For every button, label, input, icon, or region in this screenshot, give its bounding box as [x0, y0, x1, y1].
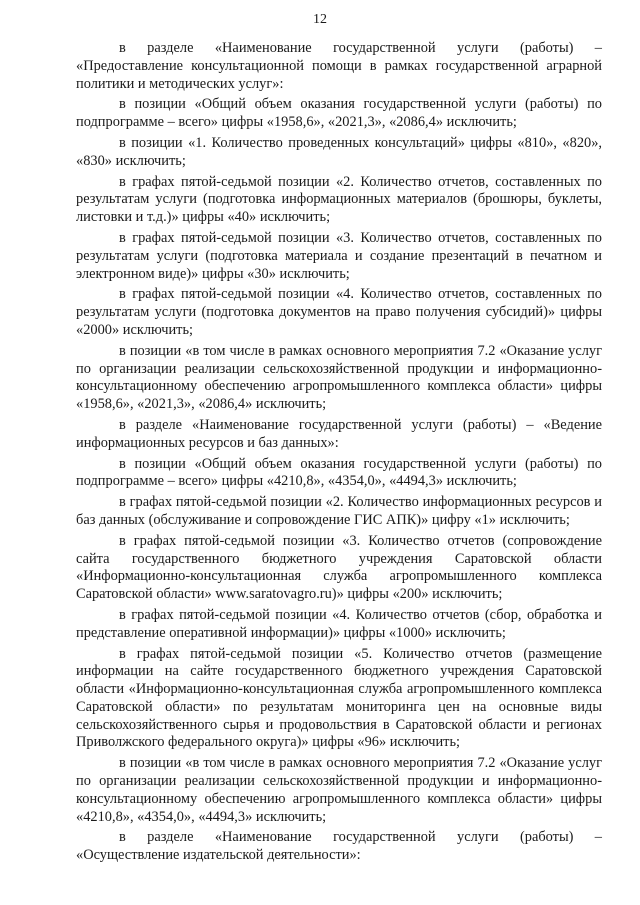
paragraph: в графах пятой-седьмой позиции «2. Количество отчетов, составленных по результатам услуги (подготовка информационных материалов (брошюры, буклеты, листовки и т.д.)» цифры «40» исключить; [76, 173, 602, 226]
paragraph: в графах пятой-седьмой позиции «4. Количество отчетов (сбор, обработка и представление оперативной информации)» цифры «1000» исключить; [76, 606, 602, 641]
paragraph: в разделе «Наименование государственной услуги (работы) – «Предоставление консультационной помощи в рамках государственной аграрной политики и методических услуг»: [76, 40, 602, 92]
page-number: 12 [313, 12, 327, 27]
paragraph: в позиции «1. Количество проведенных консультаций» цифры «810», «820», «830» исключить; [76, 134, 602, 169]
paragraph: в позиции «в том числе в рамках основного мероприятия 7.2 «Оказание услуг по организации реализации сельскохозяйственной продукции и информационно-консультационному обеспечению агропромышленного комплекса области» цифры «1958,6», «2021,3», «2086,4» исключить; [76, 342, 602, 413]
paragraph: в графах пятой-седьмой позиции «4. Количество отчетов, составленных по результатам услуги (подготовка документов на право получения субсидий)» цифры «2000» исключить; [76, 286, 602, 338]
paragraph: в графах пятой-седьмой позиции «3. Количество отчетов (сопровождение сайта государственного бюджетного учреждения Саратовской области «Информационно-консультационная служба агропромышленного комплекса Саратовской области» www.saratovagro.ru)» цифры «200» исключить; [76, 532, 602, 603]
paragraph: в разделе «Наименование государственной услуги (работы) – «Осуществление издательской деятельности»: [76, 829, 602, 864]
paragraph: в разделе «Наименование государственной услуги (работы) – «Ведение информационных ресурсов и баз данных»: [76, 416, 602, 451]
document-body [76, 40, 602, 868]
paragraph: в графах пятой-седьмой позиции «3. Количество отчетов, составленных по результатам услуги (подготовка материала и создание презентаций в печатном и электронном виде)» цифры «30» исключить; [76, 229, 602, 282]
paragraph: в позиции «Общий объем оказания государственной услуги (работы) по подпрограмме – всего» цифры «4210,8», «4354,0», «4494,3» исключить; [76, 455, 602, 490]
paragraph: в позиции «Общий объем оказания государственной услуги (работы) по подпрограмме – всего» цифры «1958,6», «2021,3», «2086,4» исключить; [76, 96, 602, 131]
paragraph: в графах пятой-седьмой позиции «5. Количество отчетов (размещение информации на сайте государственного бюджетного учреждения Саратовской области «Информационно-консультационная служба агропромышленного комплекса Саратовской области» по результатам мониторинга цен на основные виды сельскохозяйственного сырья и продовольствия в Саратовской области и регионах Приволжского федерального округа)» цифры «96» исключить; [76, 645, 602, 751]
paragraph: в позиции «в том числе в рамках основного мероприятия 7.2 «Оказание услуг по организации реализации сельскохозяйственной продукции и информационно-консультационному обеспечению агропромышленного комплекса области» цифры «4210,8», «4354,0», «4494,3» исключить; [76, 755, 602, 825]
paragraph: в графах пятой-седьмой позиции «2. Количество информационных ресурсов и баз данных (обслуживание и сопровождение ГИС АПК)» цифру «1» исключить; [76, 494, 602, 528]
